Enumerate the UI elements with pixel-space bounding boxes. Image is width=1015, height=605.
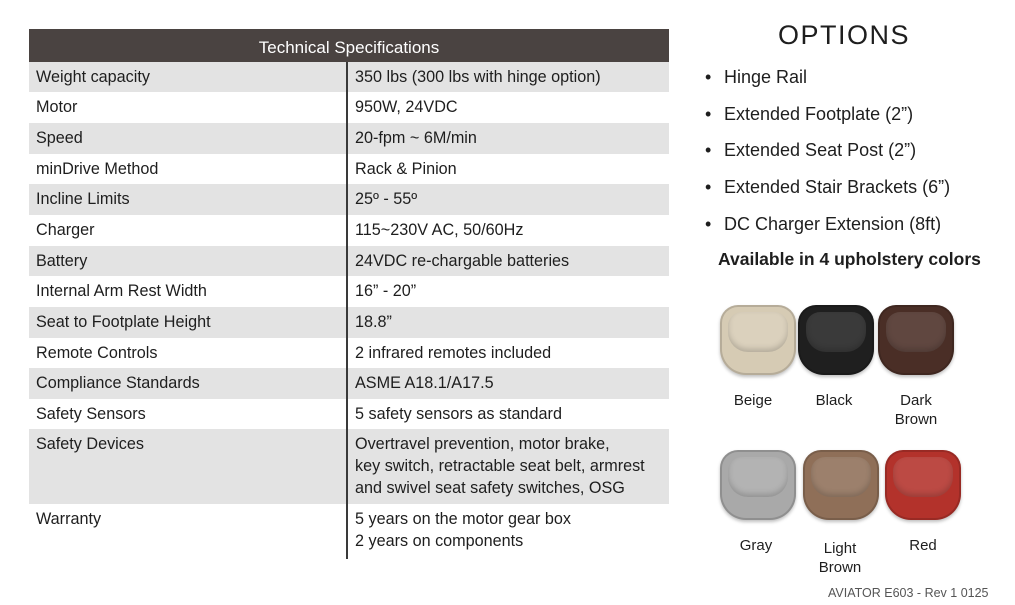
spec-value	[348, 338, 669, 368]
spec-label: Safety Sensors	[29, 399, 348, 429]
upholstery-swatch	[803, 450, 879, 520]
spec-row	[29, 123, 669, 154]
option-item	[705, 135, 950, 172]
spec-value-line: 16” - 20”	[355, 282, 417, 300]
spec-label: minDrive Method	[29, 154, 348, 184]
spec-label: Incline Limits	[29, 184, 348, 215]
spec-row	[29, 399, 669, 429]
spec-value	[348, 62, 669, 92]
spec-label: Compliance Standards	[29, 368, 348, 399]
spec-table-title: Technical Specifications	[29, 29, 669, 62]
spec-row	[29, 504, 669, 559]
bullet-icon: •	[705, 103, 712, 124]
option-item	[705, 172, 950, 209]
spec-table	[29, 29, 669, 559]
option-label: DC Charger Extension (8ft)	[724, 213, 942, 234]
spec-label: Remote Controls	[29, 338, 348, 368]
upholstery-color-name: Black	[815, 392, 853, 409]
spec-value-line: 2 infrared remotes included	[355, 344, 552, 362]
spec-value	[348, 368, 669, 399]
spec-row	[29, 184, 669, 215]
spec-label: Warranty	[29, 504, 348, 559]
spec-row	[29, 338, 669, 368]
spec-value-line: 5 safety sensors as standard	[355, 405, 562, 423]
spec-table-body	[29, 62, 669, 559]
bullet-icon: •	[705, 177, 712, 198]
spec-row	[29, 307, 669, 338]
spec-label: Charger	[29, 215, 348, 246]
spec-row	[29, 92, 669, 123]
spec-value	[348, 504, 669, 559]
option-label: Hinge Rail	[724, 67, 808, 87]
upholstery-color-name: Gray	[739, 537, 773, 554]
spec-row	[29, 215, 669, 246]
upholstery-swatch	[885, 450, 961, 520]
upholstery-swatch	[878, 305, 954, 375]
spec-value-line: 20-fpm ~ 6M/min	[355, 129, 477, 147]
spec-label: Battery	[29, 246, 348, 276]
upholstery-availability: Available in 4 upholstery colors	[718, 249, 981, 269]
option-label: Extended Stair Brackets (6”)	[724, 177, 951, 198]
spec-label: Motor	[29, 92, 348, 123]
upholstery-swatch	[798, 305, 874, 375]
spec-value	[348, 276, 669, 307]
spec-value-line: 950W, 24VDC	[355, 98, 458, 116]
options-list	[705, 62, 950, 245]
spec-label: Internal Arm Rest Width	[29, 276, 348, 307]
option-item	[705, 62, 950, 99]
bullet-icon: •	[705, 67, 712, 87]
spec-value-line: Rack & Pinion	[355, 160, 457, 178]
spec-value-line: 18.8”	[355, 313, 392, 331]
spec-label: Weight capacity	[29, 62, 348, 92]
spec-value-line: 115~230V AC, 50/60Hz	[355, 221, 524, 239]
bullet-icon: •	[705, 140, 712, 161]
upholstery-color-name: Dark Brown	[894, 392, 938, 428]
spec-row	[29, 246, 669, 276]
spec-value-line: ASME A18.1/A17.5	[355, 374, 494, 392]
spec-value-line: Overtravel prevention, motor brake,	[355, 435, 610, 453]
spec-row	[29, 62, 669, 92]
spec-value	[348, 246, 669, 276]
spec-value	[348, 184, 669, 215]
spec-value-line: and swivel seat safety switches, OSG	[355, 479, 625, 497]
spec-label: Speed	[29, 123, 348, 154]
spec-value-line: key switch, retractable seat belt, armrest	[355, 457, 645, 475]
spec-value	[348, 399, 669, 429]
spec-label: Safety Devices	[29, 429, 348, 504]
spec-value	[348, 92, 669, 123]
option-item	[705, 209, 950, 246]
spec-value-line: 5 years on the motor gear box	[355, 510, 571, 528]
document-footer: AVIATOR E603 - Rev 1 0125	[828, 586, 989, 600]
spec-row	[29, 429, 669, 504]
spec-value	[348, 123, 669, 154]
spec-value-line: 24VDC re-chargable batteries	[355, 252, 570, 270]
spec-value-line: 2 years on components	[355, 532, 524, 550]
option-item	[705, 99, 950, 136]
spec-value	[348, 429, 669, 504]
upholstery-color-name: Beige	[733, 392, 773, 409]
spec-row	[29, 368, 669, 399]
upholstery-swatch	[720, 305, 796, 375]
spec-value	[348, 154, 669, 184]
upholstery-swatch	[720, 450, 796, 520]
spec-value	[348, 215, 669, 246]
spec-value	[348, 307, 669, 338]
spec-row	[29, 276, 669, 307]
spec-value-line: 350 lbs (300 lbs with hinge option)	[355, 68, 601, 86]
spec-row	[29, 154, 669, 184]
option-label: Extended Footplate (2”)	[724, 103, 914, 124]
upholstery-color-name: Light Brown	[818, 540, 862, 576]
spec-label: Seat to Footplate Height	[29, 307, 348, 338]
option-label: Extended Seat Post (2”)	[724, 140, 917, 161]
spec-value-line: 25º - 55º	[355, 190, 418, 208]
upholstery-color-name: Red	[909, 537, 937, 554]
bullet-icon: •	[705, 213, 712, 234]
options-title: OPTIONS	[777, 20, 910, 50]
